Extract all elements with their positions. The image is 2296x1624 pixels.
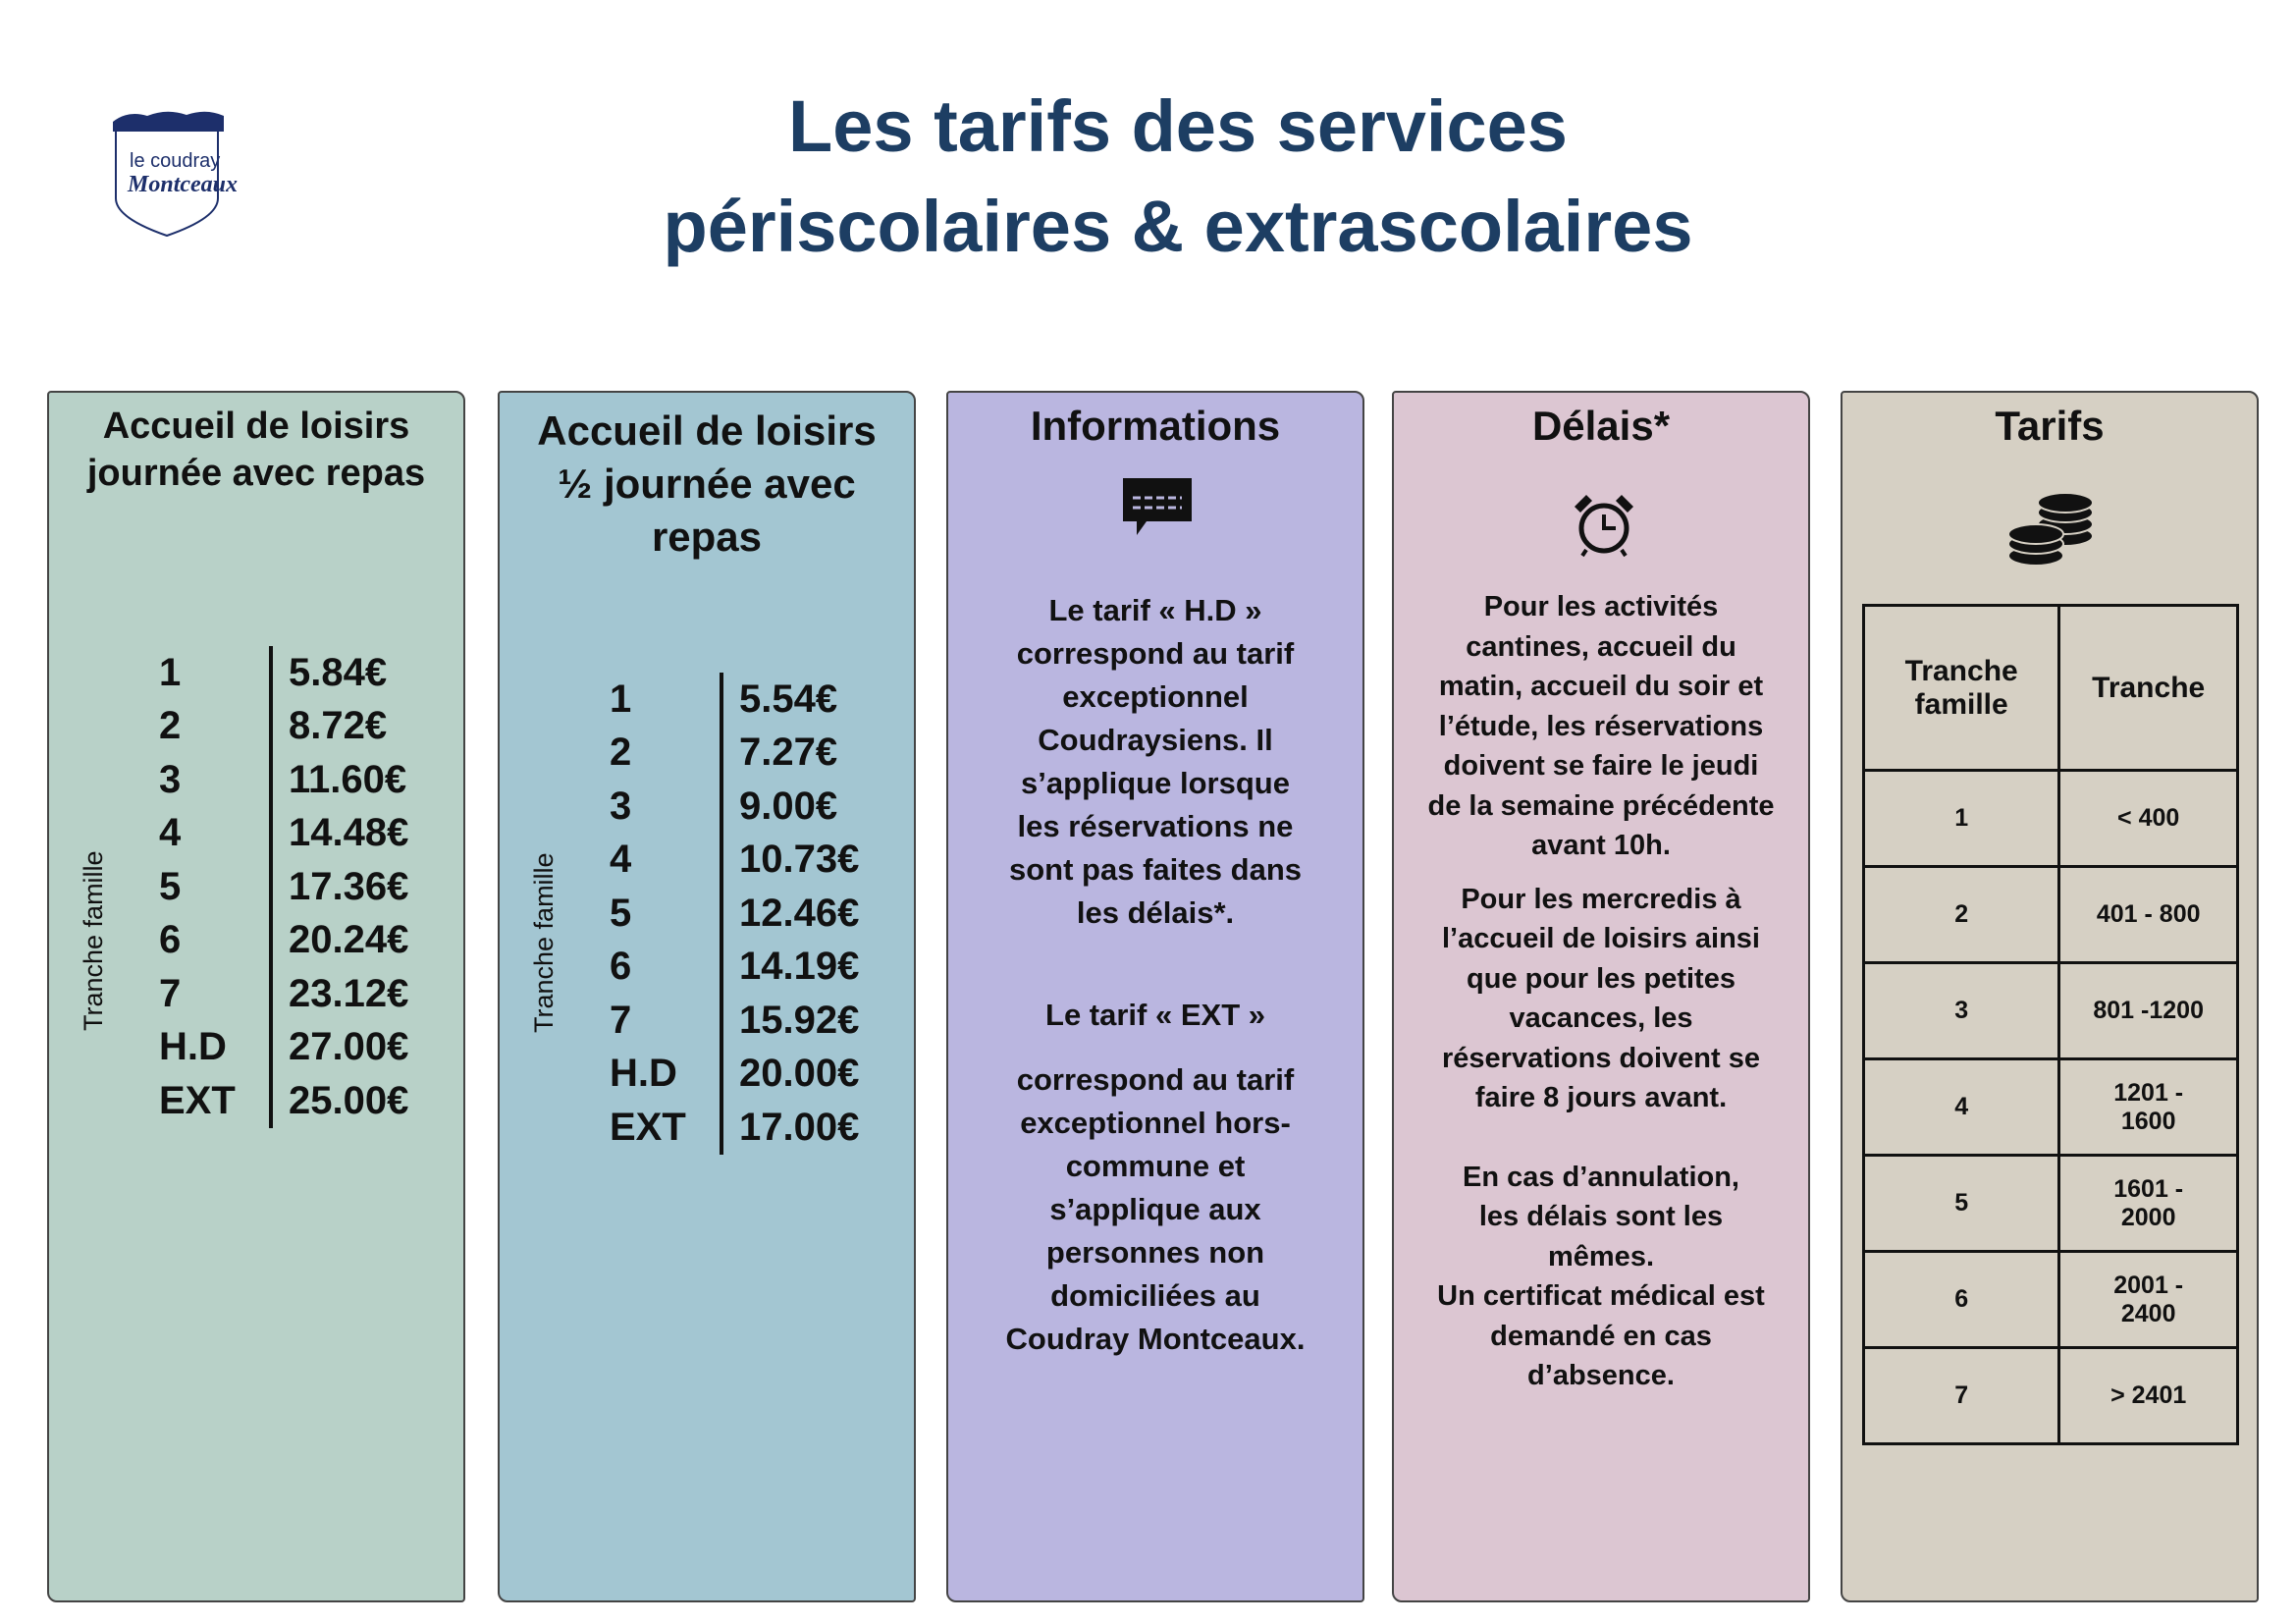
panel-tarifs: [1841, 391, 2259, 1602]
table-row: [1864, 1156, 2238, 1252]
price-value: 17.00€: [720, 1101, 859, 1155]
tranche-label: 7: [159, 971, 182, 1015]
tranche-label: 2: [610, 731, 632, 775]
panel-heading: Délais*: [1531, 403, 1671, 449]
price-row: [610, 887, 859, 941]
price-value: 8.72€: [269, 700, 387, 754]
tranche-label: 3: [159, 757, 182, 801]
price-value: 20.24€: [269, 914, 408, 968]
price-row: [159, 753, 408, 807]
table-row: [1864, 771, 2238, 867]
price-value: 23.12€: [269, 967, 408, 1021]
tranche-range-cell: 1601 - 2000: [2059, 1156, 2238, 1252]
table-row: [1864, 867, 2238, 963]
table-row: [1864, 963, 2238, 1059]
tranche-label: 4: [610, 838, 632, 882]
logo-shield-icon: [108, 110, 294, 243]
tranche-label: 1: [159, 650, 182, 694]
page-title: [393, 77, 1963, 277]
axis-label: Tranche famille: [529, 852, 559, 1033]
tranche-famille-cell: 3: [1864, 963, 2059, 1059]
title-line-2: périscolaires & extrascolaires: [663, 186, 1693, 267]
tranche-famille-cell: 6: [1864, 1252, 2059, 1348]
price-value: 25.00€: [269, 1074, 408, 1128]
price-row: [159, 700, 408, 754]
info-ext-text: correspond au tarif exceptionnel hors-commune et s’applique aux personnes non domiciliées au Coudray Montceaux.: [1005, 1062, 1306, 1356]
tranche-label: 1: [610, 677, 632, 721]
price-row: [610, 727, 859, 781]
tranche-range-cell: 1201 - 1600: [2059, 1059, 2238, 1156]
title-line-1: Les tarifs des services: [788, 85, 1568, 167]
delais-text-2: Pour les mercredis à l’accueil de loisirs ainsi que pour les petites vacances, les réservations doivent se faire 8 jours avant.: [1442, 883, 1760, 1113]
price-value: 5.54€: [720, 673, 837, 727]
axis-label: Tranche famille: [79, 850, 108, 1031]
tranche-label: 7: [610, 998, 632, 1042]
table-row: [1864, 1348, 2238, 1444]
price-row: [610, 673, 859, 727]
price-row: [610, 941, 859, 995]
price-row: [159, 646, 408, 700]
delais-text-3: En cas d’annulation, les délais sont les mêmes.: [1463, 1161, 1739, 1272]
tranche-famille-cell: 7: [1864, 1348, 2059, 1444]
price-list: [159, 646, 408, 1128]
tranche-label: H.D: [159, 1025, 227, 1069]
panel-heading: Accueil de loisirs journée avec repas: [86, 406, 426, 494]
price-value: 9.00€: [720, 780, 837, 834]
tranche-label: 2: [159, 704, 182, 748]
coins-icon: [2004, 491, 2098, 569]
delais-text-4: Un certificat médical est demandé en cas d’absence.: [1437, 1280, 1765, 1391]
income-bracket-table: [1862, 604, 2239, 1445]
price-value: 20.00€: [720, 1048, 859, 1102]
panel-half-day-with-meal: [498, 391, 916, 1602]
price-value: 11.60€: [269, 753, 406, 807]
price-row: [610, 1048, 859, 1102]
tranche-famille-cell: 4: [1864, 1059, 2059, 1156]
price-row: [610, 994, 859, 1048]
tranche-range-cell: 2001 - 2400: [2059, 1252, 2238, 1348]
info-text-block: [968, 589, 1343, 1361]
tranche-famille-cell: 2: [1864, 867, 2059, 963]
column-header: Tranche: [2059, 606, 2238, 771]
tranche-label: 5: [610, 891, 632, 935]
tranche-range-cell: 801 -1200: [2059, 963, 2238, 1059]
tranche-label: H.D: [610, 1052, 677, 1096]
price-value: 17.36€: [269, 860, 408, 914]
price-row: [610, 780, 859, 834]
tranche-label: EXT: [610, 1105, 686, 1149]
chat-icon: [1121, 476, 1194, 539]
price-row: [159, 1021, 408, 1075]
price-row: [159, 914, 408, 968]
price-value: 14.19€: [720, 941, 859, 995]
price-value: 15.92€: [720, 994, 859, 1048]
column-header: Tranche famille: [1864, 606, 2059, 771]
svg-text:Montceaux: Montceaux: [128, 172, 239, 197]
tranche-range-cell: < 400: [2059, 771, 2238, 867]
panel-heading: Informations: [1030, 403, 1281, 449]
price-list: [610, 673, 859, 1155]
panel-heading: Accueil de loisirs ½ journée avec repas: [537, 407, 877, 560]
tranche-label: EXT: [159, 1078, 236, 1122]
price-row: [159, 807, 408, 861]
panel-delais: [1392, 391, 1810, 1602]
table-row: [1864, 1252, 2238, 1348]
svg-text:le coudray: le coudray: [130, 150, 221, 172]
logo: [108, 110, 294, 243]
panel-informations: [946, 391, 1364, 1602]
tranche-famille-cell: 1: [1864, 771, 2059, 867]
price-value: 10.73€: [720, 834, 859, 888]
price-row: [610, 834, 859, 888]
panel-day-with-meal: [47, 391, 465, 1602]
price-row: [159, 967, 408, 1021]
tranche-label: 3: [610, 784, 632, 828]
alarm-clock-icon: [1571, 491, 1637, 558]
tranche-range-cell: 401 - 800: [2059, 867, 2238, 963]
price-value: 12.46€: [720, 887, 859, 941]
table-header-row: [1864, 606, 2238, 771]
info-ext-title: Le tarif « EXT »: [1045, 998, 1265, 1032]
price-value: 27.00€: [269, 1021, 408, 1075]
delais-text-block: [1414, 587, 1789, 1396]
price-row: [159, 1074, 408, 1128]
table-row: [1864, 1059, 2238, 1156]
info-hd-text: Le tarif « H.D » correspond au tarif exceptionnel Coudraysiens. Il s’applique lorsque les réservations ne sont pas faites dans les délais*.: [1008, 593, 1303, 930]
price-value: 7.27€: [720, 727, 837, 781]
tranche-range-cell: > 2401: [2059, 1348, 2238, 1444]
tranche-label: 6: [159, 918, 182, 962]
tranche-famille-cell: 5: [1864, 1156, 2059, 1252]
tranche-label: 4: [159, 811, 182, 855]
price-row: [159, 860, 408, 914]
price-value: 5.84€: [269, 646, 387, 700]
panel-heading: Tarifs: [1995, 403, 2105, 449]
tranche-label: 6: [610, 945, 632, 989]
price-row: [610, 1101, 859, 1155]
price-value: 14.48€: [269, 807, 408, 861]
delais-text-1: Pour les activités cantines, accueil du matin, accueil du soir et l’étude, les réservations doivent se faire le jeudi de la semaine précédente avant 10h.: [1427, 591, 1775, 861]
tranche-label: 5: [159, 864, 182, 908]
